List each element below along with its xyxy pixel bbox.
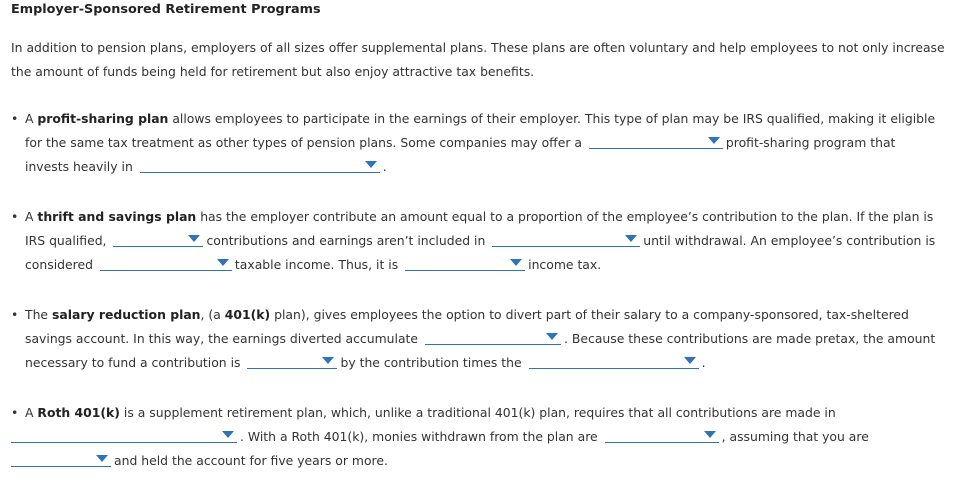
intro-paragraph: In addition to pension plans, employers of all sizes offer supplemental plans. These plans are often voluntary and help employees to not only increase the amount of funds being held for retirement but also enjoy attractive tax benefits. bbox=[11, 40, 945, 79]
text: . With a Roth 401(k), monies withdrawn from the plan are bbox=[240, 429, 598, 444]
dropdown-4[interactable] bbox=[492, 230, 640, 247]
text: The bbox=[25, 307, 52, 322]
chevron-down-icon bbox=[322, 357, 334, 364]
chevron-down-icon bbox=[222, 431, 234, 438]
bullet-thrift-savings bbox=[11, 205, 941, 277]
dropdown-7[interactable] bbox=[425, 328, 561, 345]
text: and held the account for five years or more. bbox=[114, 453, 388, 468]
chevron-down-icon bbox=[365, 161, 377, 168]
dropdown-12[interactable] bbox=[11, 450, 111, 467]
chevron-down-icon bbox=[510, 259, 522, 266]
term-401k: 401(k) bbox=[224, 307, 271, 322]
dropdown-1[interactable] bbox=[589, 132, 723, 149]
bullet-icon: • bbox=[11, 111, 19, 126]
bullet-salary-reduction bbox=[11, 303, 941, 375]
bullet-icon: • bbox=[11, 405, 19, 420]
text: allows employees to participate in the earnings of their employer. This type of plan may be IRS qualified, making it eligible for the same tax treatment as other types of pension plans. Some companies may offer a bbox=[25, 111, 936, 150]
text: . Because these contributions are made pretax, the amount necessary to fund a contribution is bbox=[25, 331, 936, 370]
dropdown-11[interactable] bbox=[605, 426, 719, 443]
chevron-down-icon bbox=[188, 235, 200, 242]
text: profit-sharing program that invests heavily in bbox=[25, 135, 896, 174]
text: income tax. bbox=[528, 257, 602, 272]
bullet-icon: • bbox=[11, 307, 19, 322]
text: . bbox=[701, 355, 706, 370]
chevron-down-icon bbox=[684, 357, 696, 364]
text: A bbox=[25, 111, 38, 126]
bullet-icon: • bbox=[11, 209, 19, 224]
dropdown-5[interactable] bbox=[100, 254, 232, 271]
text: A bbox=[25, 209, 38, 224]
dropdown-3[interactable] bbox=[113, 230, 203, 247]
text: A bbox=[25, 405, 38, 420]
dropdown-8[interactable] bbox=[247, 352, 337, 369]
bullet-roth-401k bbox=[11, 401, 941, 473]
text: is a supplement retirement plan, which, unlike a traditional 401(k) plan, requires that all contributions are made in bbox=[119, 405, 836, 420]
text: , (a bbox=[200, 307, 225, 322]
term-profit-sharing-plan: profit-sharing plan bbox=[37, 111, 169, 126]
text: , assuming that you are bbox=[721, 429, 869, 444]
dropdown-9[interactable] bbox=[529, 352, 699, 369]
text: plan), gives employees the option to divert part of their salary to a company-sponsored, tax-sheltered savings account. In this way, the earnings diverted accumulate bbox=[25, 307, 909, 346]
text: has the employer contribute an amount equal to a proportion of the employee’s contribution to the plan. If the plan is IRS qualified, bbox=[25, 209, 934, 248]
text: by the contribution times the bbox=[340, 355, 522, 370]
dropdown-6[interactable] bbox=[405, 254, 525, 271]
bullet-profit-sharing bbox=[11, 107, 941, 179]
chevron-down-icon bbox=[704, 431, 716, 438]
chevron-down-icon bbox=[546, 333, 558, 340]
text: taxable income. Thus, it is bbox=[234, 257, 399, 272]
text: contributions and earnings aren’t included in bbox=[206, 233, 486, 248]
text: until withdrawal. An employee’s contribution is considered bbox=[25, 233, 936, 272]
chevron-down-icon bbox=[96, 455, 108, 462]
chevron-down-icon bbox=[708, 137, 720, 144]
term-salary-reduction-plan: salary reduction plan bbox=[51, 307, 201, 322]
chevron-down-icon bbox=[625, 235, 637, 242]
text: . bbox=[382, 159, 387, 174]
dropdown-2[interactable] bbox=[140, 156, 380, 173]
term-thrift-savings-plan: thrift and savings plan bbox=[37, 209, 197, 224]
term-roth-401k: Roth 401(k) bbox=[37, 405, 120, 420]
chevron-down-icon bbox=[217, 259, 229, 266]
dropdown-10[interactable] bbox=[11, 426, 237, 443]
page-title: Employer-Sponsored Retirement Programs bbox=[11, 2, 321, 17]
